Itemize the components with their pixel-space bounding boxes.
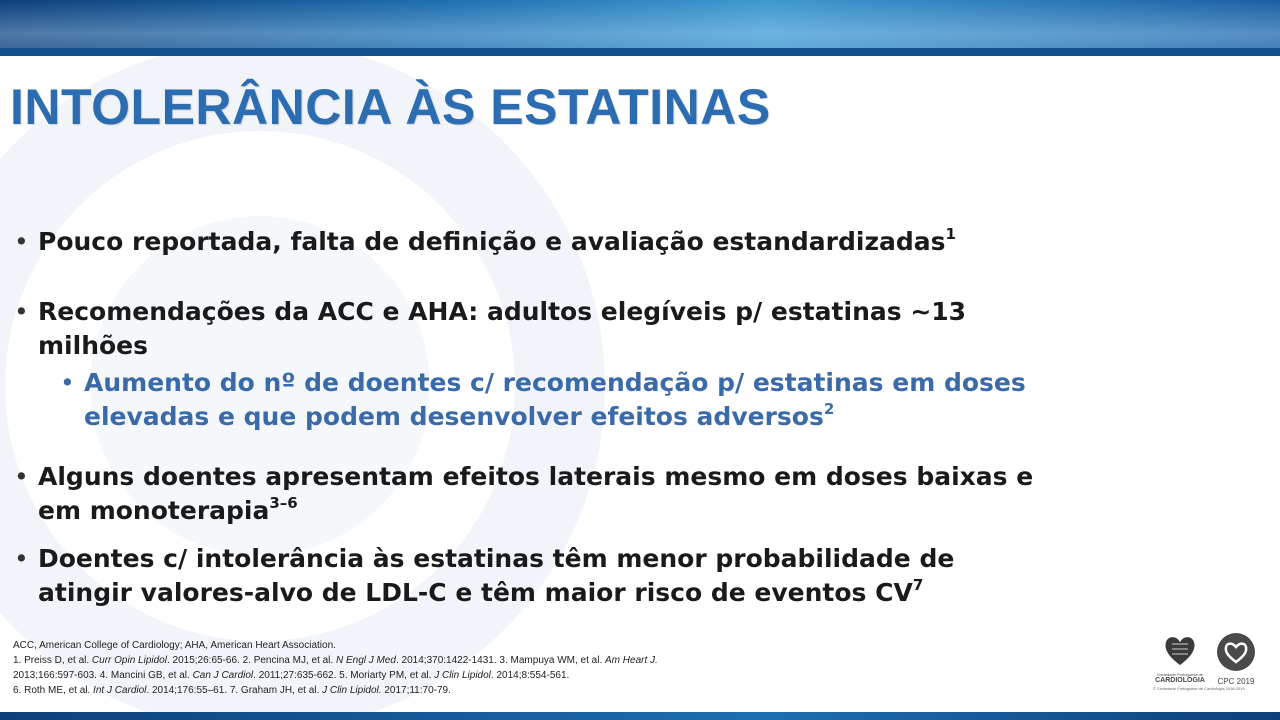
journal-name: J Clin Lipidol. xyxy=(322,685,382,696)
bullet-text: Doentes c/ intolerância às estatinas têm menor probabilidade de atingir valores-alvo de LDL-C e têm maior risco de eventos CV xyxy=(38,544,955,607)
journal-name: J Clin Lipidol xyxy=(434,670,491,681)
reference-line xyxy=(13,668,1113,683)
sub-bullet-text: Aumento do nº de doentes c/ recomendação p/ estatinas em doses elevadas e que podem desenvolver efeitos adversos xyxy=(84,368,1026,431)
bullet-citation: 3–6 xyxy=(269,493,298,512)
bullet-item xyxy=(14,460,1054,528)
bullet-citation: 7 xyxy=(912,575,924,594)
bullet-glyph: • xyxy=(14,544,29,573)
header-stripe xyxy=(0,48,1280,56)
bullet-text: Pouco reportada, falta de definição e avaliação estandardizadas xyxy=(38,227,946,256)
bullet-citation: 1 xyxy=(945,224,956,243)
reference-text: . 2014;176:55–61. 7. Graham JH, et al. xyxy=(146,685,323,696)
bullet-item xyxy=(14,542,1054,610)
cpc-logo xyxy=(1212,632,1260,692)
reference-text: 1. Preiss D, et al. xyxy=(13,655,92,666)
cpc-logo-label: CPC 2019 xyxy=(1217,677,1255,686)
bullet-glyph: • xyxy=(14,227,29,256)
reference-line xyxy=(13,683,1113,698)
spc-logo-line2: CARDIOLOGIA xyxy=(1155,677,1205,684)
cpc-heart-icon xyxy=(1216,632,1256,672)
footer-stripe xyxy=(0,712,1280,720)
reference-text: . 2014;370:1422-1431. 3. Mampuya WM, et al. xyxy=(396,655,606,666)
journal-name: Int J Cardiol xyxy=(93,685,147,696)
bullet-item xyxy=(14,225,1054,259)
reference-line xyxy=(13,653,1113,668)
reference-text: . 2015;26:65-66. 2. Pencina MJ, et al. xyxy=(166,655,336,666)
sub-bullet-item xyxy=(14,366,1054,434)
bullet-citation: 2 xyxy=(823,399,835,418)
journal-name: Am Heart J. xyxy=(605,655,658,666)
reference-text: 6. Roth ME, et al. xyxy=(13,685,94,696)
bullet-item xyxy=(14,295,1054,363)
slide-title: INTOLERÂNCIA ÀS ESTATINAS xyxy=(10,79,771,135)
bullet-list xyxy=(14,225,1054,610)
bullet-glyph: • xyxy=(60,368,75,397)
copyright-notice: © Sociedade Portuguesa de Cardiologia 2018-2019 xyxy=(1153,686,1245,691)
journal-name: Can J Cardiol xyxy=(192,670,254,681)
abbreviations-line: ACC, American College of Cardiology; AHA, American Heart Association. xyxy=(13,640,336,651)
journal-name: Curr Opin Lipidol xyxy=(91,655,167,666)
references xyxy=(13,638,1113,698)
bullet-text: Recomendações da ACC e AHA: adultos elegíveis p/ estatinas ~13 milhões xyxy=(38,297,967,360)
bullet-glyph: • xyxy=(14,297,29,326)
heart-map-icon xyxy=(1162,632,1198,668)
reference-text: . 2011;27:635-662. 5. Moriarty PM, et al. xyxy=(253,670,435,681)
reference-text: 2017;11:70-79. xyxy=(381,685,451,696)
bullet-glyph: • xyxy=(14,462,29,491)
reference-text: . 2014;8:554-561. xyxy=(490,670,570,681)
spc-logo-line1: Sociedade Portuguesa de xyxy=(1156,672,1204,677)
reference-text: 2013;166:597-603. 4. Mancini GB, et al. xyxy=(13,670,193,681)
bullet-text: Alguns doentes apresentam efeitos laterais mesmo em doses baixas e em monoterapia xyxy=(38,462,1034,525)
journal-name: N Engl J Med xyxy=(335,655,396,666)
